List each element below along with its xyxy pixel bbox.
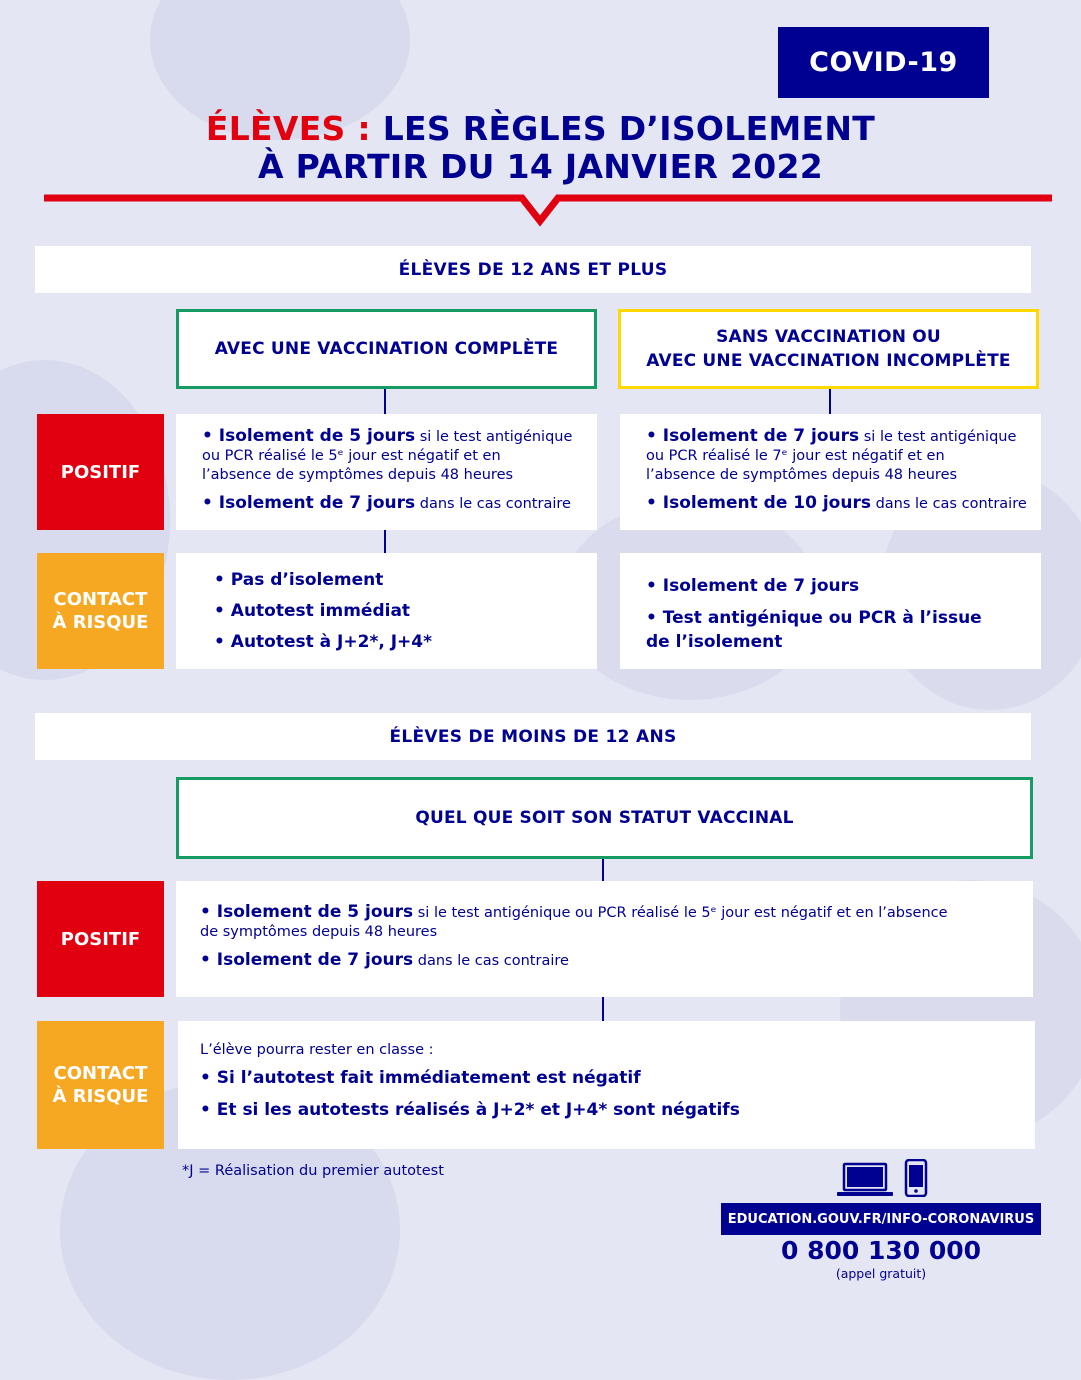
text: dans le cas contraire [415, 496, 571, 512]
bullet: • Si l’autotest fait immédiatement est négatif [200, 1068, 641, 1088]
column-vaccinated [176, 309, 597, 389]
bullet: • Isolement de 7 jours [646, 576, 860, 596]
phone-number[interactable]: 0 800 130 000 [780, 1236, 982, 1265]
connector-line [602, 997, 604, 1021]
under12-positif-card [176, 881, 1033, 997]
connector-line [829, 389, 831, 415]
connector-line [602, 859, 604, 881]
column-unvaccinated-label-2: AVEC UNE VACCINATION INCOMPLÈTE [646, 351, 1011, 371]
vaccinated-positif-card [176, 414, 597, 530]
contact-intro: L’élève pourra rester en classe : [200, 1042, 434, 1058]
text: ou PCR réalisé le 5ᵉ jour est négatif et en [202, 448, 501, 464]
covid-badge: COVID-19 [778, 27, 989, 98]
text: À RISQUE [52, 612, 149, 633]
text: l’absence de symptômes depuis 48 heures [202, 467, 514, 483]
status-box [176, 777, 1033, 859]
column-unvaccinated-label-1: SANS VACCINATION OU [716, 327, 941, 347]
vaccinated-contact-card [176, 553, 597, 669]
title-line1: LES RÈGLES D’ISOLEMENT [382, 109, 876, 148]
text: • Isolement de 5 jours [200, 902, 414, 922]
connector-line [384, 389, 386, 415]
positif-tag: POSITIF [37, 881, 164, 997]
contact-risk-tag [37, 553, 164, 669]
title-line2: À PARTIR DU 14 JANVIER 2022 [257, 147, 824, 186]
text: • Isolement de 7 jours [202, 493, 416, 513]
smartphone-icon [904, 1159, 928, 1197]
bullet: • Et si les autotests réalisés à J+2* et J+4* sont négatifs [200, 1100, 740, 1120]
bullet: • Test antigénique ou PCR à l’issue [646, 608, 982, 628]
bullet: • Autotest à J+2*, J+4* [214, 632, 433, 652]
text: de symptômes depuis 48 heures [200, 924, 438, 940]
text: si le test antigénique ou PCR réalisé le 5ᵉ jour est négatif et en l’absence [413, 905, 948, 921]
page-title [0, 110, 1081, 186]
text: • Isolement de 7 jours [646, 426, 860, 446]
unvaccinated-contact-card [620, 553, 1041, 669]
phone-note: (appel gratuit) [835, 1266, 927, 1281]
bullet: • Autotest immédiat [214, 601, 411, 621]
text: si le test antigénique [415, 429, 573, 445]
footnote: *J = Réalisation du premier autotest [182, 1163, 444, 1179]
info-url-link[interactable]: EDUCATION.GOUV.FR/INFO-CORONAVIRUS [721, 1203, 1041, 1235]
unvaccinated-positif-card [620, 414, 1041, 530]
text: ou PCR réalisé le 7ᵉ jour est négatif et en [646, 448, 945, 464]
text: CONTACT [53, 1063, 148, 1084]
text: dans le cas contraire [870, 496, 1027, 512]
text: • Isolement de 5 jours [202, 426, 416, 446]
title-divider [44, 193, 1052, 229]
laptop-icon [836, 1162, 894, 1198]
positif-tag: POSITIF [37, 414, 164, 530]
text: si le test antigénique [859, 429, 1017, 445]
title-highlight: ÉLÈVES : [205, 109, 371, 148]
column-vaccinated-label: AVEC UNE VACCINATION COMPLÈTE [214, 339, 559, 359]
text: CONTACT [53, 589, 148, 610]
text: • Isolement de 10 jours [646, 493, 871, 513]
bullet: • Pas d’isolement [214, 570, 384, 590]
status-label: QUEL QUE SOIT SON STATUT VACCINAL [415, 808, 794, 828]
text: dans le cas contraire [413, 953, 569, 969]
text: À RISQUE [52, 1086, 149, 1107]
connector-line [384, 530, 386, 553]
section-heading-12-plus: ÉLÈVES DE 12 ANS ET PLUS [35, 246, 1031, 293]
text: • Isolement de 7 jours [200, 950, 414, 970]
column-unvaccinated [618, 309, 1039, 389]
text: l’absence de symptômes depuis 48 heures [646, 467, 958, 483]
under12-contact-card [178, 1021, 1035, 1149]
bullet-continuation: de l’isolement [646, 632, 783, 652]
section-heading-under-12: ÉLÈVES DE MOINS DE 12 ANS [35, 713, 1031, 760]
contact-risk-tag [37, 1021, 164, 1149]
